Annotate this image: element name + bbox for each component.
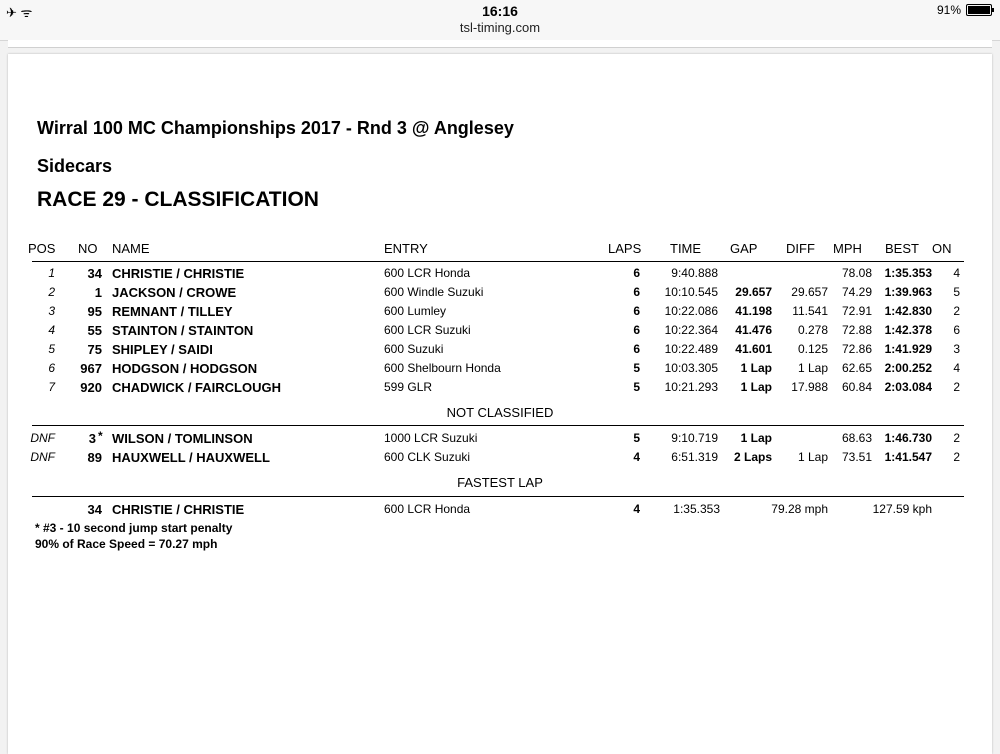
header-pos: POS <box>28 241 56 256</box>
penalty-note: * #3 - 10 second jump start penalty <box>35 521 233 535</box>
table-row: 4 55 STAINTON / STAINTON 600 LCR Suzuki 6 10:22.364 41.476 0.278 72.88 1:42.378 6 <box>48 323 960 338</box>
header-entry: ENTRY <box>384 241 428 256</box>
penalty-marker: * <box>98 429 103 443</box>
table-header <box>8 241 992 259</box>
clock: 16:16 <box>482 3 518 19</box>
battery-indicator <box>937 3 992 17</box>
header-name: NAME <box>112 241 150 256</box>
header-mph: MPH <box>833 241 862 256</box>
fastest-lap-row: 34 CHRISTIE / CHRISTIE 600 LCR Honda 4 1:35.353 79.28 mph 127.59 kph <box>87 502 932 517</box>
table-row: DNF 3 * WILSON / TOMLINSON 1000 LCR Suzuki 5 9:10.719 1 Lap 68.63 1:46.730 2 <box>30 429 960 446</box>
battery-icon <box>966 4 992 16</box>
race-speed-note: 90% of Race Speed = 70.27 mph <box>35 537 218 551</box>
table-row: DNF 89 HAUXWELL / HAUXWELL 600 CLK Suzuki 4 6:51.319 2 Laps 1 Lap 73.51 1:41.547 2 <box>30 450 960 465</box>
class-name: Sidecars <box>37 156 113 176</box>
document-page[interactable] <box>8 54 992 754</box>
battery-percent: 91% <box>936 3 961 17</box>
event-title: Wirral 100 MC Championships 2017 - Rnd 3 @ Anglesey <box>37 118 514 138</box>
previous-page-edge <box>8 40 992 48</box>
table-row: 1 34 CHRISTIE / CHRISTIE 600 LCR Honda 6 9:40.888 78.08 1:35.353 4 <box>48 266 960 281</box>
header-on: ON <box>932 241 952 256</box>
header-time: TIME <box>670 241 702 256</box>
header-divider <box>32 261 964 262</box>
table-row: 2 1 JACKSON / CROWE 600 Windle Suzuki 6 10:10.545 29.657 29.657 74.29 1:39.963 5 <box>48 285 960 300</box>
not-classified-label: NOT CLASSIFIED <box>446 405 554 420</box>
fastest-lap-divider <box>32 496 964 497</box>
header-diff: DIFF <box>786 241 815 256</box>
header-best: BEST <box>885 241 919 256</box>
table-row: 6 967 HODGSON / HODGSON 600 Shelbourn Honda 5 10:03.305 1 Lap 1 Lap 62.65 2:00.252 4 <box>48 361 960 376</box>
race-title: RACE 29 - CLASSIFICATION <box>37 188 319 211</box>
airplane-wifi-icon: ✈ ᯤ <box>6 5 33 20</box>
ios-status-bar <box>0 0 1000 41</box>
header-no: NO <box>78 241 98 256</box>
table-row: 3 95 REMNANT / TILLEY 600 Lumley 6 10:22.086 41.198 11.541 72.91 1:42.830 2 <box>48 304 960 319</box>
not-classified-divider <box>32 425 964 426</box>
table-row: 7 920 CHADWICK / FAIRCLOUGH 599 GLR 5 10:21.293 1 Lap 17.988 60.84 2:03.084 2 <box>48 380 960 395</box>
header-gap: GAP <box>730 241 758 256</box>
table-row: 5 75 SHIPLEY / SAIDI 600 Suzuki 6 10:22.489 41.601 0.125 72.86 1:41.929 3 <box>48 342 960 357</box>
fastest-lap-label: FASTEST LAP <box>457 475 543 490</box>
address-bar[interactable]: tsl-timing.com <box>459 20 541 35</box>
header-laps: LAPS <box>608 241 642 256</box>
